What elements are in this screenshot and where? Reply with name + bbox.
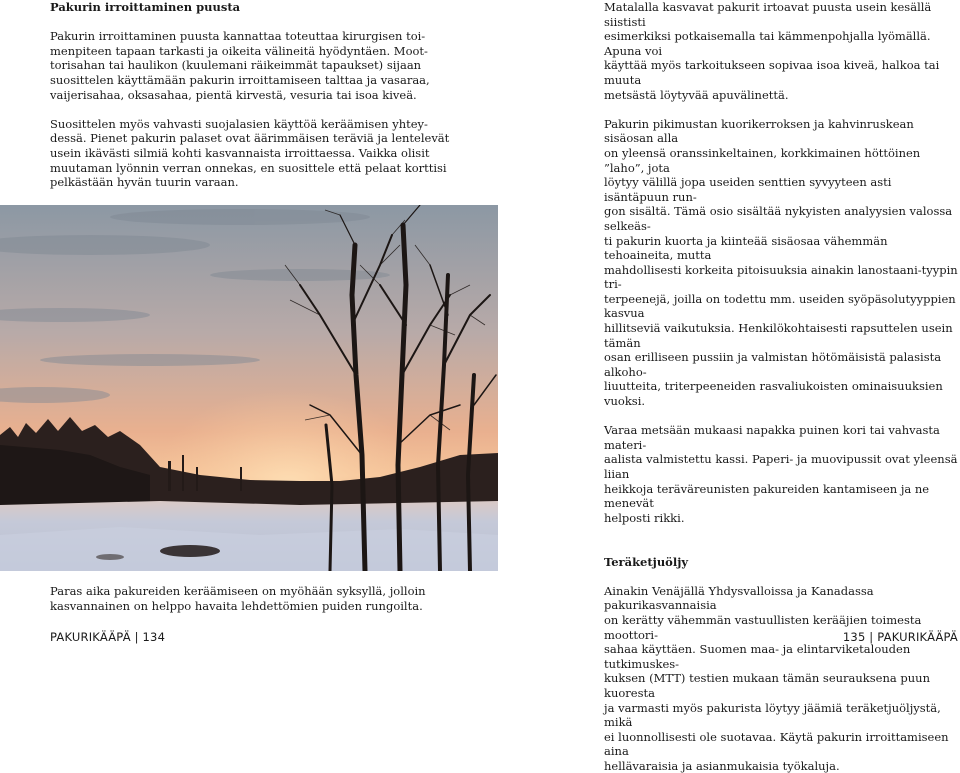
page-footer-right: 135 | PAKURIKÄÄPÄ bbox=[842, 630, 958, 644]
text-line: osan erilliseen pussiin ja valmistan hötömäisistä palasista alkoho- bbox=[604, 350, 942, 379]
text-line: on yleensä oranssinkeltainen, korkkimainen höttöinen ”laho”, jota bbox=[604, 145, 921, 175]
text-line: helposti rikki. bbox=[604, 510, 685, 525]
text-line: muutaman lyönnin verran onnekas, en suosittele että pelaat korttisi bbox=[50, 160, 447, 175]
text-line: pelkästään hyvän tuurin varaan. bbox=[50, 175, 239, 190]
text-line: metsästä löytyvää apuvälinettä. bbox=[604, 87, 789, 102]
text-line: menpiteen tapaan tarkasti ja oikeita välineitä hyödyntäen. Moot- bbox=[50, 43, 428, 58]
text-line: Varaa metsään mukaasi napakka puinen kori tai vahvasta materi- bbox=[604, 423, 940, 452]
text-line: ti pakurin kuorta ja kiinteää sisäosaa vähemmän tehoaineita, mutta bbox=[604, 233, 888, 263]
text-line: mahdollisesti korkeita pitoisuuksia ainakin lanostaani-tyypin tri- bbox=[604, 262, 958, 292]
left-column bbox=[50, 0, 490, 190]
sunset-tree-photo bbox=[0, 205, 498, 571]
text-line: on kerätty vähemmän vastuullisten kerääjien toimesta moottori- bbox=[604, 612, 922, 642]
right-column bbox=[604, 0, 960, 773]
text-line: hillitseviä vaikutuksia. Henkilökohtaisesti rapsuttelen usein tämän bbox=[604, 321, 953, 350]
text-line: löytyy välillä jopa useiden senttien syvyyteen asti isäntäpuun run- bbox=[604, 175, 892, 204]
left-paragraph-1 bbox=[50, 29, 490, 102]
text-line: kuksen (MTT) testien mukaan tämän seurauksena puun kuoresta bbox=[604, 671, 930, 700]
text-line: Pakurin irroittaminen puusta kannattaa toteuttaa kirurgisen toi- bbox=[50, 29, 426, 44]
text-line: vaijerisahaa, oksasahaa, pientä kirvestä, vesuria tai isoa kiveä. bbox=[50, 87, 417, 102]
text-line: ja varmasti myös pakurista löytyy jäämiä teräketjuöljystä, mikä bbox=[604, 700, 941, 730]
text-line: dessä. Pienet pakurin palaset ovat äärimmäisen teräviä ja lentelevät bbox=[50, 131, 450, 146]
text-line: Matalalla kasvavat pakurit irtoavat puusta usein kesällä siististi bbox=[604, 0, 932, 29]
text-line: suosittelen käyttämään pakurin irroittamiseen talttaa ja vasaraa, bbox=[50, 72, 430, 87]
text-line: käyttää myös tarkoitukseen sopivaa isoa kiveä, halkoa tai muuta bbox=[604, 58, 940, 87]
text-line: torisahan tai haulikon (kuulemani räikeimmät tapaukset) sijaan bbox=[50, 58, 422, 73]
page-footer-left: PAKURIKÄÄPÄ | 134 bbox=[50, 630, 166, 644]
text-line: Pakurin pikimustan kuorikerroksen ja kahvinruskean sisäosan alla bbox=[604, 116, 914, 146]
text-line: heikkoja teräväreunisten pakureiden kantamiseen ja ne menevät bbox=[604, 481, 930, 511]
right-paragraph-3 bbox=[604, 423, 960, 525]
text-line: terpeenejä, joilla on todettu mm. useiden syöpäsolutyyppien kasvua bbox=[604, 291, 956, 321]
text-line: Ainakin Venäjällä Yhdysvalloissa ja Kanadassa pakurikasvannaisia bbox=[604, 583, 874, 613]
left-paragraph-2 bbox=[50, 117, 490, 190]
right-paragraph-1 bbox=[604, 0, 960, 102]
text-line: Suosittelen myös vahvasti suojalasien käyttöä keräämisen yhtey- bbox=[50, 116, 428, 131]
text-line: usein ikävästi silmiä kohti kasvannaista irroittaessa. Vaikka olisit bbox=[50, 145, 430, 160]
text-line: liuutteita, triterpeeneiden rasvaliukoisten ominaisuuksien vuoksi. bbox=[604, 379, 943, 409]
photo-caption bbox=[50, 584, 490, 613]
text-line: ei luonnollisesti ole suotavaa. Käytä pakurin irroittamiseen aina bbox=[604, 729, 949, 759]
right-paragraph-4 bbox=[604, 584, 960, 773]
text-line: hellävaraisia ja asianmukaisia työkaluja. bbox=[604, 758, 840, 773]
text-line: aalista valmistettu kassi. Paperi- ja muovipussit ovat yleensä liian bbox=[604, 452, 958, 481]
text-line: esimerkiksi potkaisemalla tai kämmenpohjalla lyömällä. Apuna voi bbox=[604, 29, 931, 58]
right-paragraph-2 bbox=[604, 117, 960, 409]
section-heading-teraketjuoljy: Teräketjuöljy bbox=[604, 554, 689, 569]
text-line: gon sisältä. Tämä osio sisältää nykyisten analyysien valossa selkeäs- bbox=[604, 204, 953, 233]
section-heading-pakurin-irroittaminen: Pakurin irroittaminen puusta bbox=[50, 0, 241, 14]
text-line: sahaa käyttäen. Suomen maa- ja elintarviketalouden tutkimuskes- bbox=[604, 642, 911, 671]
caption-line: Paras aika pakureiden keräämiseen on myöhään syksyllä, jolloin bbox=[50, 584, 426, 598]
caption-line: kasvannainen on helppo havaita lehdettömien puiden rungoilta. bbox=[50, 598, 423, 613]
